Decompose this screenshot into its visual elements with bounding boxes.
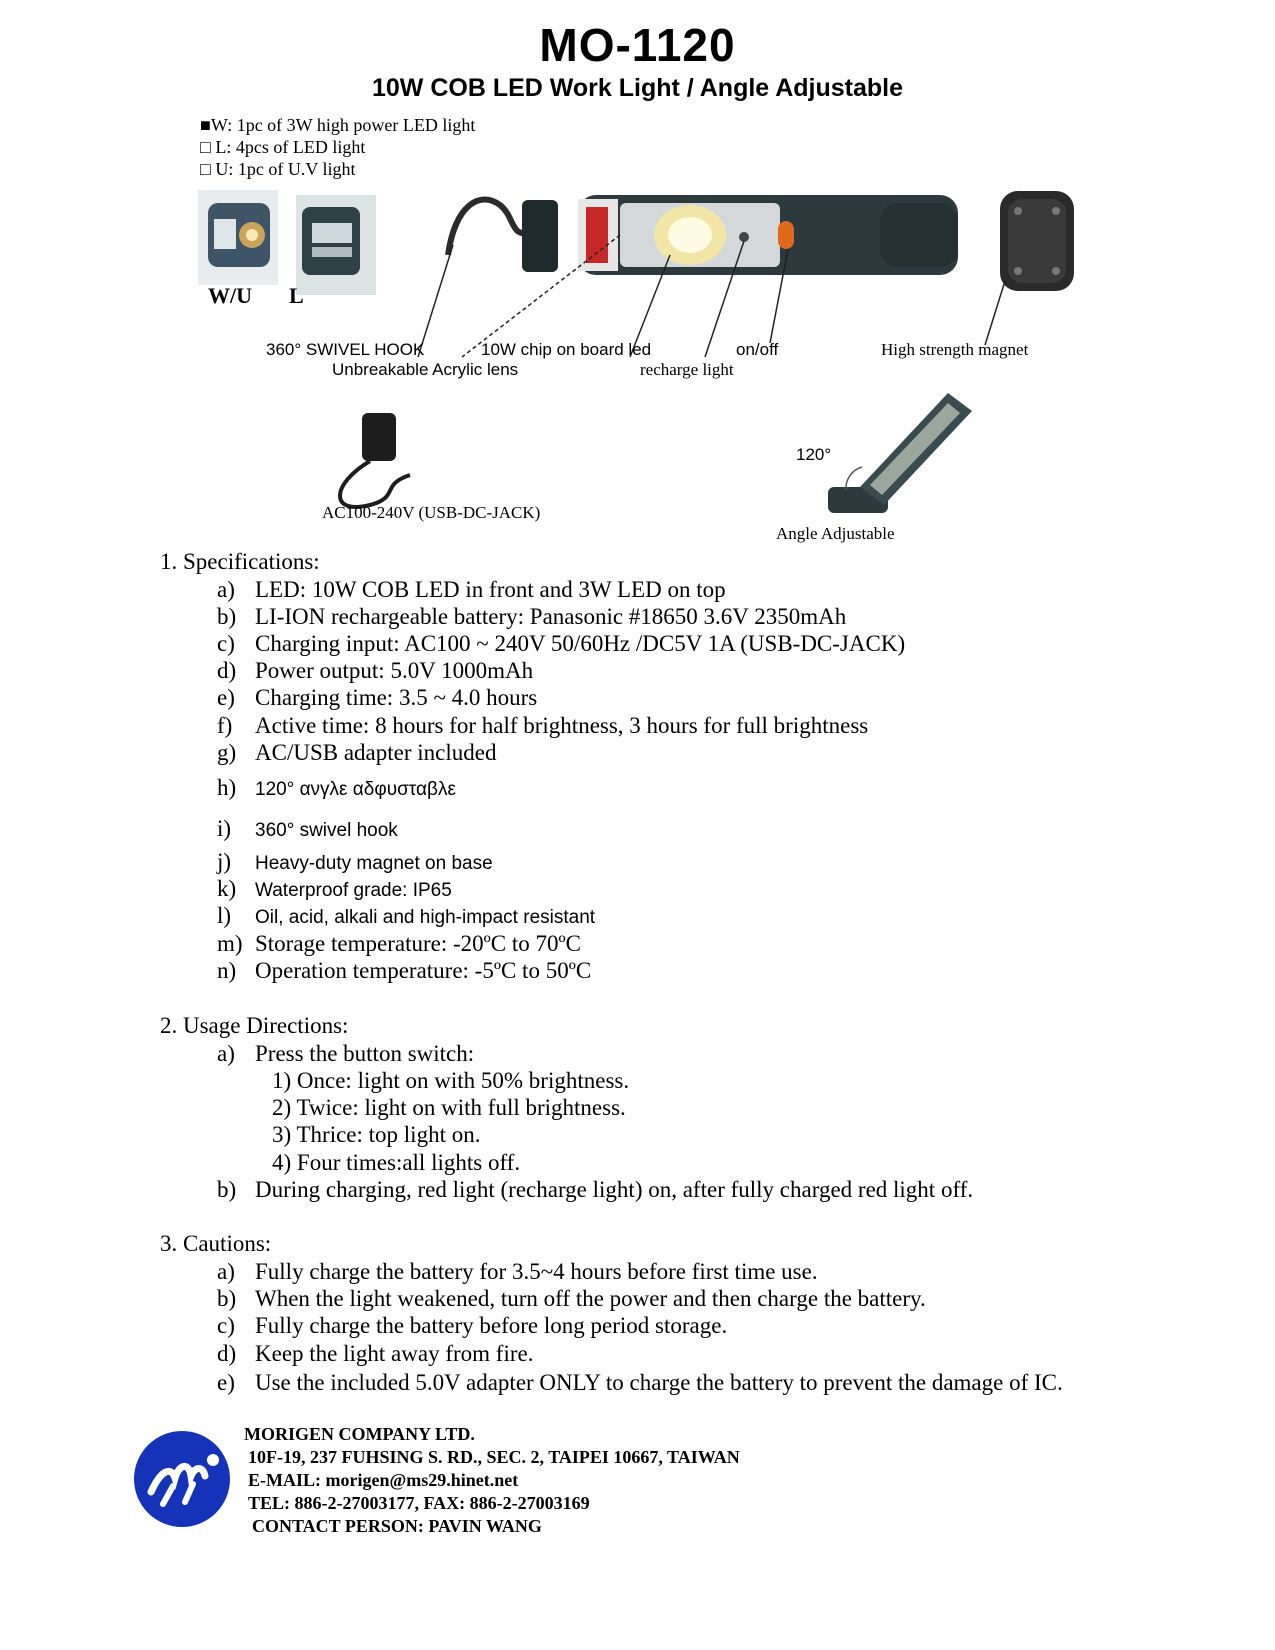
spec-item — [217, 958, 591, 984]
usage-key: a) — [217, 1041, 235, 1066]
spec-text: Active time: 8 hours for half brightness, 3 hours for full brightness — [255, 713, 869, 738]
variant-l-image — [296, 195, 376, 295]
usage-heading: 2. Usage Directions: — [160, 1013, 349, 1038]
specifications-heading: 1. Specifications: — [160, 549, 320, 574]
spec-text: Heavy-duty magnet on base — [255, 853, 493, 874]
spec-item — [217, 876, 452, 902]
spec-key: f) — [217, 713, 233, 738]
spec-item — [217, 577, 726, 603]
spec-item — [217, 849, 493, 875]
spec-key: l) — [217, 903, 232, 928]
magnet-label: High strength magnet — [881, 340, 1029, 359]
company-name: MORIGEN COMPANY LTD. — [244, 1424, 475, 1444]
caution-key: b) — [217, 1286, 237, 1311]
spec-key: m) — [217, 931, 243, 956]
magnet-base-image — [1000, 191, 1074, 291]
option-l — [200, 137, 365, 158]
spec-text: LED: 10W COB LED in front and 3W LED on top — [255, 577, 726, 602]
spec-key: g) — [217, 740, 237, 765]
usage-step: 4) Four times:all lights off. — [272, 1150, 521, 1175]
caution-text: Fully charge the battery before long period storage. — [255, 1313, 728, 1338]
angle-value-label: 120° — [796, 445, 832, 464]
spec-item — [217, 903, 595, 929]
spec-text: 360° swivel hook — [255, 820, 398, 841]
option-u — [200, 159, 356, 180]
adapter-image — [340, 413, 410, 507]
swivel-hook-label: 360° SWIVEL HOOK — [266, 340, 425, 359]
spec-key: d) — [217, 658, 237, 683]
spec-text: Power output: 5.0V 1000mAh — [255, 658, 534, 683]
caution-key: c) — [217, 1313, 235, 1338]
spec-key: h) — [217, 775, 237, 800]
spec-text: Oil, acid, alkali and high-impact resistant — [255, 907, 596, 928]
option-w — [200, 115, 475, 136]
company-address: 10F-19, 237 FUHSING S. RD., SEC. 2, TAIPEI 10667, TAIWAN — [248, 1447, 740, 1467]
spec-key: a) — [217, 577, 235, 602]
spec-text: Waterproof grade: IP65 — [255, 880, 452, 901]
caution-item — [217, 1341, 533, 1367]
spec-item — [217, 658, 533, 684]
option-label: L: 4pcs of LED light — [215, 137, 366, 157]
option-label: U: 1pc of U.V light — [215, 159, 356, 179]
swivel-hook-image — [448, 199, 558, 272]
spec-text: LI-ION rechargeable battery: Panasonic #18650 3.6V 2350mAh — [255, 604, 847, 629]
spec-item — [217, 604, 846, 630]
on-off-label: on/off — [736, 340, 779, 359]
spec-item — [217, 775, 456, 801]
spec-key: k) — [217, 876, 237, 901]
spec-text: Operation temperature: -5ºC to 50ºC — [255, 958, 592, 983]
work-light-image — [578, 195, 958, 275]
company-logo — [133, 1430, 231, 1528]
caution-key: e) — [217, 1370, 235, 1395]
caution-item — [217, 1286, 926, 1312]
spec-key: e) — [217, 685, 235, 710]
angle-caption: Angle Adjustable — [776, 524, 895, 543]
spec-key: n) — [217, 958, 237, 983]
option-checkbox-checked: ■ — [200, 115, 211, 135]
page-title: MO-1120 — [539, 19, 736, 71]
option-checkbox: □ — [200, 159, 211, 179]
usage-step: 2) Twice: light on with full brightness. — [272, 1095, 626, 1120]
spec-item — [217, 713, 868, 739]
caution-key: d) — [217, 1341, 237, 1366]
company-phone: TEL: 886-2-27003177, FAX: 886-2-27003169 — [248, 1493, 590, 1513]
variant-wu-image — [198, 190, 278, 285]
contact-person: CONTACT PERSON: PAVIN WANG — [252, 1516, 542, 1536]
spec-key: b) — [217, 604, 237, 629]
caution-text: Fully charge the battery for 3.5~4 hours before first time use. — [255, 1259, 818, 1284]
option-checkbox: □ — [200, 137, 211, 157]
acrylic-lens-label: Unbreakable Acrylic lens — [332, 360, 519, 379]
caution-text: When the light weakened, turn off the power and then charge the battery. — [255, 1286, 926, 1311]
caution-text: Keep the light away from fire. — [255, 1341, 534, 1366]
caution-text: Use the included 5.0V adapter ONLY to charge the battery to prevent the damage of IC. — [255, 1370, 1063, 1395]
option-label: W: 1pc of 3W high power LED light — [210, 115, 476, 135]
spec-text: AC/USB adapter included — [255, 740, 497, 765]
usage-step: 1) Once: light on with 50% brightness. — [272, 1068, 630, 1093]
caution-item — [217, 1370, 1063, 1396]
product-illustration — [0, 185, 1275, 545]
spec-key: j) — [217, 849, 232, 874]
spec-key: i) — [217, 816, 232, 841]
spec-item — [217, 931, 581, 957]
spec-item — [217, 631, 905, 657]
spec-item — [217, 685, 537, 711]
chip-led-label: 10W chip on board led — [481, 340, 652, 359]
company-email: E-MAIL: morigen@ms29.hinet.net — [248, 1470, 519, 1490]
usage-key: b) — [217, 1177, 237, 1202]
caution-item — [217, 1313, 727, 1339]
angle-light-image — [828, 393, 972, 513]
spec-text: 120° ανγλε αδφυσταβλε — [255, 779, 456, 800]
usage-step: 3) Thrice: top light on. — [272, 1122, 481, 1147]
spec-item — [217, 740, 496, 766]
spec-text: Storage temperature: -20ºC to 70ºC — [255, 931, 581, 956]
usage-text: Press the button switch: — [255, 1041, 475, 1066]
recharge-light-label: recharge light — [640, 360, 734, 379]
variant-wu-label: W/U — [208, 283, 252, 308]
spec-text: Charging time: 3.5 ~ 4.0 hours — [255, 685, 538, 710]
spec-key: c) — [217, 631, 235, 656]
spec-item — [217, 816, 398, 842]
adapter-label: AC100-240V (USB-DC-JACK) — [322, 503, 541, 522]
cautions-heading: 3. Cautions: — [160, 1231, 272, 1256]
caution-item — [217, 1259, 818, 1285]
usage-item — [217, 1177, 973, 1203]
usage-text: During charging, red light (recharge light) on, after fully charged red light off. — [255, 1177, 974, 1202]
variant-l-label: L — [289, 283, 304, 308]
spec-text: Charging input: AC100 ~ 240V 50/60Hz /DC5V 1A (USB-DC-JACK) — [255, 631, 906, 656]
usage-item — [217, 1041, 474, 1067]
caution-key: a) — [217, 1259, 235, 1284]
page-subtitle: 10W COB LED Work Light / Angle Adjustable — [371, 74, 904, 102]
